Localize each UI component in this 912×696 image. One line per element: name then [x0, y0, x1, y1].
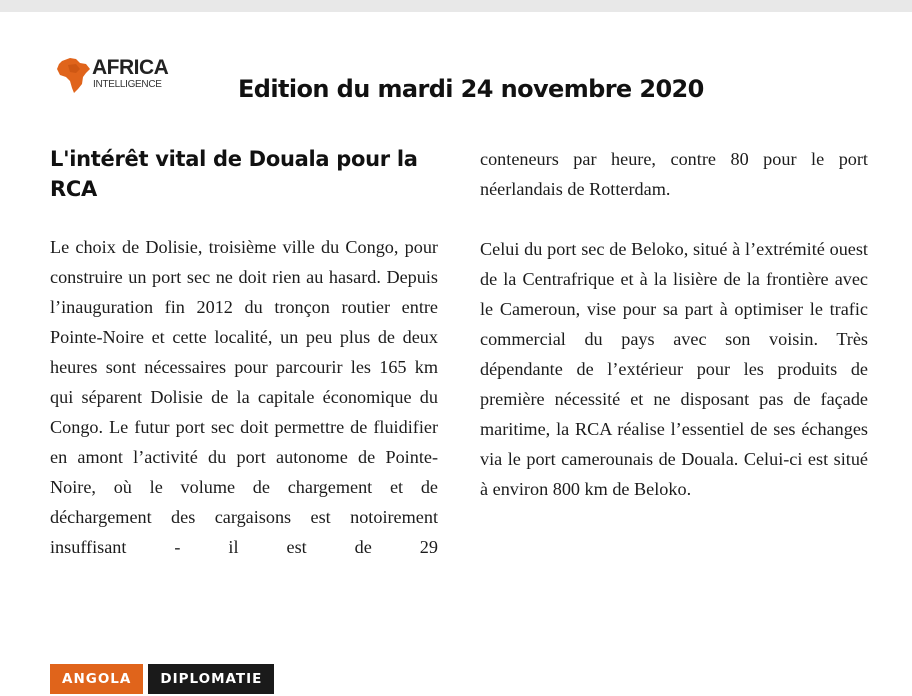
logo-wordmark: AFRICA	[92, 56, 169, 79]
article-paragraph: Celui du port sec de Beloko, situé à l’extrémité ouest de la Centrafrique et à la lisière de la frontière avec le Cameroun, vise pour sa part à optimiser le trafic commercial du pays avec son voisin. Très dépendante de l’extérieur pour les produits de première nécessité et ne disposant pas de façade maritime, la RCA réalise l’essentiel de ses échanges via le port camerounais de Douala. Celui-ci est situé à environ 800 km de Beloko.	[480, 239, 868, 499]
top-bar	[0, 0, 912, 12]
tag-diplomatie[interactable]: DIPLOMATIE	[148, 664, 274, 694]
paragraph-spacer	[480, 204, 868, 234]
article-title: L'intérêt vital de Douala pour la RCA	[50, 147, 418, 201]
article-column-1	[50, 232, 438, 562]
article-column-2	[480, 144, 868, 504]
tag-angola[interactable]: ANGOLA	[50, 664, 143, 694]
logo-subtitle: INTELLIGENCE	[93, 79, 162, 90]
africa-intelligence-logo[interactable]	[56, 55, 186, 97]
tag-list	[50, 664, 274, 694]
article-paragraph: conteneurs par heure, contre 80 pour le port néerlandais de Rotterdam.	[480, 149, 868, 199]
africa-map-icon	[56, 55, 92, 95]
edition-date: Edition du mardi 24 novembre 2020	[238, 75, 704, 103]
article-paragraph: Le choix de Dolisie, troisième ville du Congo, pour construire un port sec ne doit rien au hasard. Depuis l’inauguration fin 2012 du tronçon routier entre Pointe-Noire et cette localité, un peu plus de deux heures sont nécessaires pour parcourir les 165 km qui séparent Dolisie de la capitale économique du Congo. Le futur port sec doit permettre de fluidifier en amont l’activité du port autonome de Pointe-Noire, où le volume de chargement et de déchargement des cargaisons est notoirement insuffisant - il est de 29	[50, 237, 438, 557]
